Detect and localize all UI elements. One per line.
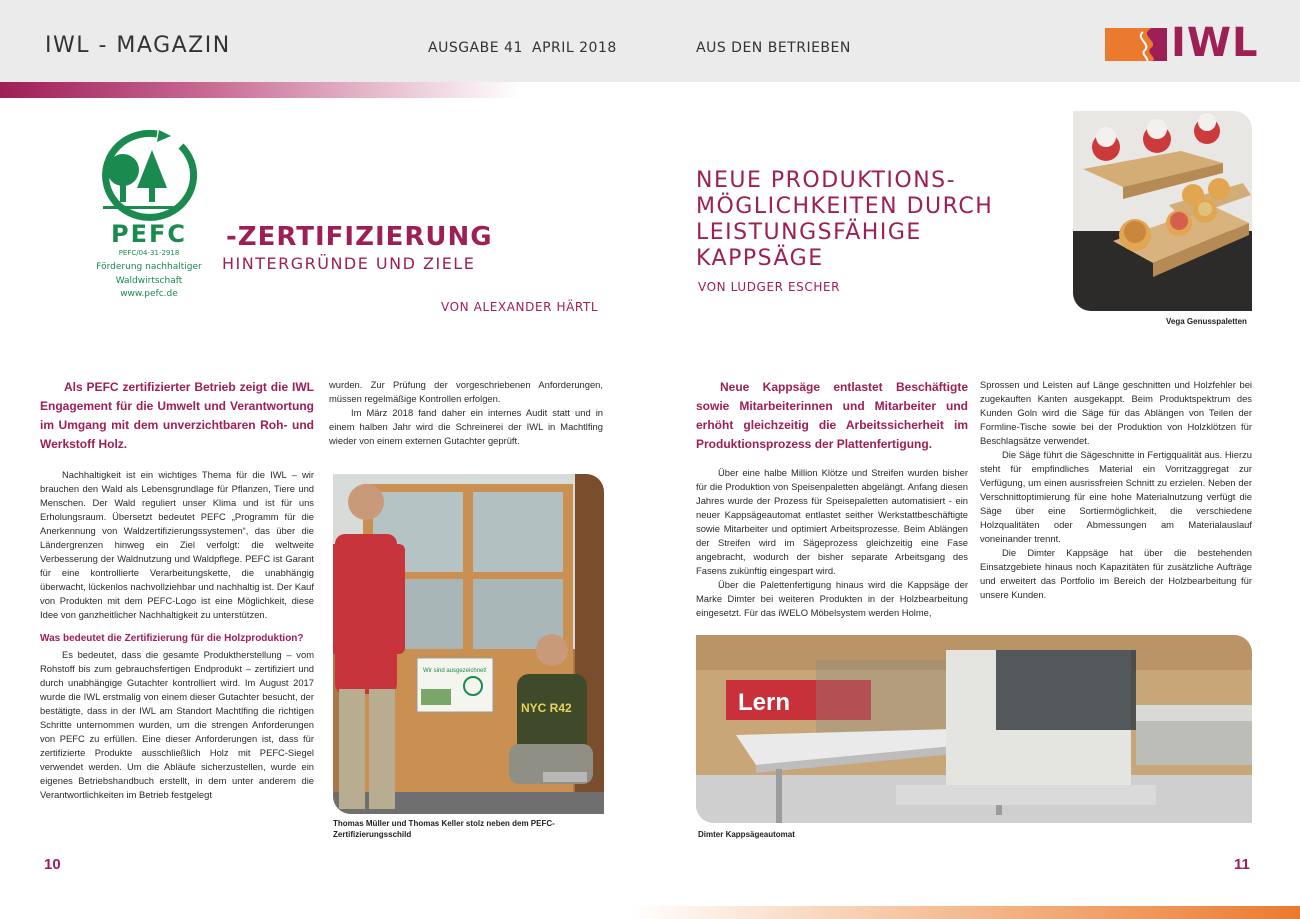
- issue-number: AUSGABE 41: [428, 40, 523, 56]
- title-line: MÖGLICHKEITEN DURCH: [696, 194, 994, 219]
- accent-gradient-top: [0, 82, 520, 98]
- photo-pefc-sign: [333, 474, 604, 814]
- pefc-code: PEFC/04-31-2918: [118, 249, 180, 257]
- pefc-logo: [95, 128, 205, 228]
- article-subtitle-left: HINTERGRÜNDE UND ZIELE: [222, 254, 476, 273]
- issue-date: APRIL 2018: [532, 40, 617, 56]
- photo-caption-saw: Dimter Kappsägeautomat: [698, 830, 795, 839]
- paragraph: Die Säge führt die Sägeschnitte in Fertigqualität aus. Hierzu steht für empfindliches Material ein Vorritzaggregat zur Verfügung, um einen ausrissfreien Schnitt zu erzielen. Neben der Verschnittoptimierung für eine hohe Materialnutzung verfügt die Säge über eine Sortiermöglichkeit, die verschiedene Holzqualitäten oder Abmessungen am Materialauslauf voneinander trennt.: [980, 449, 1252, 544]
- text-column-3: [696, 466, 968, 620]
- accent-gradient-bottom: [630, 906, 1300, 919]
- title-line: LEISTUNGSFÄHIGE KAPPSÄGE: [696, 220, 922, 271]
- photo-caption-left: Thomas Müller und Thomas Keller stolz neben dem PEFC-Zertifizierungsschild: [333, 819, 555, 839]
- page-number-right: 11: [1234, 856, 1250, 873]
- author-left: VON ALEXANDER HÄRTL: [441, 300, 599, 314]
- article-title-right: [696, 168, 1056, 272]
- text-column-4: [980, 378, 1252, 602]
- iwl-logo-text: IWL: [1171, 20, 1259, 66]
- paragraph: Über die Palettenfertigung hinaus wird die Kappsäge der Marke Dimter bei weiteren Produkten in der Holzbearbeitung eingesetzt. Für das iWELO Möbelsystem werden Holme,: [696, 579, 968, 618]
- iwl-logo-mark: [1105, 28, 1167, 61]
- paragraph: Im März 2018 fand daher ein internes Audit statt und in einem halben Jahr wird die Schreinerei der IWL in Machtlfing wieder von einem externen Gutachter geprüft.: [329, 407, 603, 446]
- iwl-logo: [1105, 20, 1259, 66]
- paragraph: wurden. Zur Prüfung der vorgeschriebenen Anforderungen, müssen regelmäßige Kontrollen erfolgen.: [329, 379, 603, 404]
- pefc-caption-line: Förderung nachhaltiger: [96, 262, 202, 272]
- photo-caption-pallets: Vega Genusspaletten: [1166, 317, 1247, 326]
- text-column-2: [329, 378, 603, 448]
- title-line: NEUE PRODUKTIONS-: [696, 168, 957, 193]
- photo-pallets: [1073, 111, 1252, 311]
- page-number-left: 10: [44, 856, 61, 873]
- lead-paragraph-left: Als PEFC zertifizierter Betrieb zeigt die IWL Engagement für die Umwelt und Verantwortung im Umgang mit dem unverzichtbaren Roh- und Werkstoff Holz.: [40, 380, 314, 451]
- pefc-caption-line: Waldwirtschaft: [115, 276, 183, 286]
- pefc-wordmark: PEFC: [111, 220, 187, 248]
- sign-text: Wir sind ausgezeichnet!: [423, 668, 487, 674]
- paragraph: Sprossen und Leisten auf Länge geschnitten und Holzfehler bei zugekauften Kanten ausgekappt. Beim Produktspektrum des Kunden Goln wird die Säge für das Ablängen von Teilen der Formline-Tische sowie bei der Produktion von Holzklötzen für Beschlagsätze verwendet.: [980, 379, 1252, 446]
- wall-sign-text: Lern: [738, 689, 791, 716]
- photo-saw-machine: [696, 635, 1252, 823]
- paragraph: Die Dimter Kappsäge hat über die bestehenden Einsatzgebiete hinaus noch Kapazitäten für zusätzliche Aufträge und erweitert das Portfolio im Bereich der Holzbearbeitung für unsere Kunden.: [980, 547, 1252, 600]
- author-right: VON LUDGER ESCHER: [698, 280, 841, 294]
- shirt-text: NYC R42: [521, 701, 572, 715]
- paragraph: Es bedeutet, dass die gesamte Produktherstellung – vom Rohstoff bis zum gebrauchsfertigen Endprodukt – zertifiziert und durch unabhängige Gutachter kontrolliert wird. Im August 2017 wurde die IWL erstmalig von einem dieser Gutachter besucht, der bestätigte, dass in der IWL am Standort Machtlfing die richtigen Schritte unternommen wurden, um die strengen Anforderungen von PEFC zu erfüllen. Eine dieser Anforderungen ist, dass für zertifizierte Produkte ausschließlich Holz mit PEFC-Siegel verwendet werden. Um die Abläufe sicherzustellen, wurde ein eigenes Betriebshandbuch erstellt, in dem unter anderem die Verantwortlichkeiten im Betrieb festgelegt: [40, 649, 314, 800]
- subheading: Was bedeutet die Zertifizierung für die Holzproduktion?: [40, 633, 304, 644]
- paragraph: Nachhaltigkeit ist ein wichtiges Thema für die IWL – wir brauchen den Wald als Lebensgrundlage für Pflanzen, Tiere und Menschen. Der Wald reguliert unser Klima und ist für uns Erholungsraum. Übersetzt bedeutet PEFC „Programm für die Anerkennung von Waldzertifizierungssystemen“, das über die Ländergrenzen hinweg ein Ziel verfolgt: die weltweite Verbesserung der Waldnutzung und Waldpflege. PEFC ist Garant für eine kontrollierte Verarbeitungskette, die unabhängig überwacht, lückenlos nachvollziehbar und nachhaltig ist. Der Kauf von Produkten mit dem PEFC-Logo ist eine Möglichkeit, diese Idee von ganzheitlicher Nachhaltigkeit zu unterstützen.: [40, 469, 314, 620]
- pefc-caption-line: www.pefc.de: [120, 289, 178, 299]
- article-title-left: -ZERTIFIZIERUNG: [226, 222, 493, 252]
- lead-paragraph-right: Neue Kappsäge entlastet Beschäftigte sowie Mitarbeiterinnen und Mitarbeiter und erhöht gleichzeitig die Arbeitssicherheit im Produktionsprozess der Plattenfertigung.: [696, 380, 968, 451]
- text-column-1: [40, 468, 314, 802]
- section-title: AUS DEN BETRIEBEN: [696, 40, 851, 56]
- paragraph: Über eine halbe Million Klötze und Streifen wurden bisher für die Produktion von Speisenpaletten abgelängt. Anfang diesen Jahres wurde der Prozess für Speisepaletten automatisiert - ein neuer Kappsägeautomat entlastet seither Werkstattbeschäftigte sowie Mitarbeiter und optimiert Arbeitsprozesse. Beim Ablängen der Streifen wird im Sägeprozess gleichzeitig eine Fase angebracht, wodurch der bisher separate Arbeitsgang des Fasens zukünftig eingespart wird.: [696, 467, 968, 576]
- magazine-title: IWL - MAGAZIN: [45, 33, 231, 58]
